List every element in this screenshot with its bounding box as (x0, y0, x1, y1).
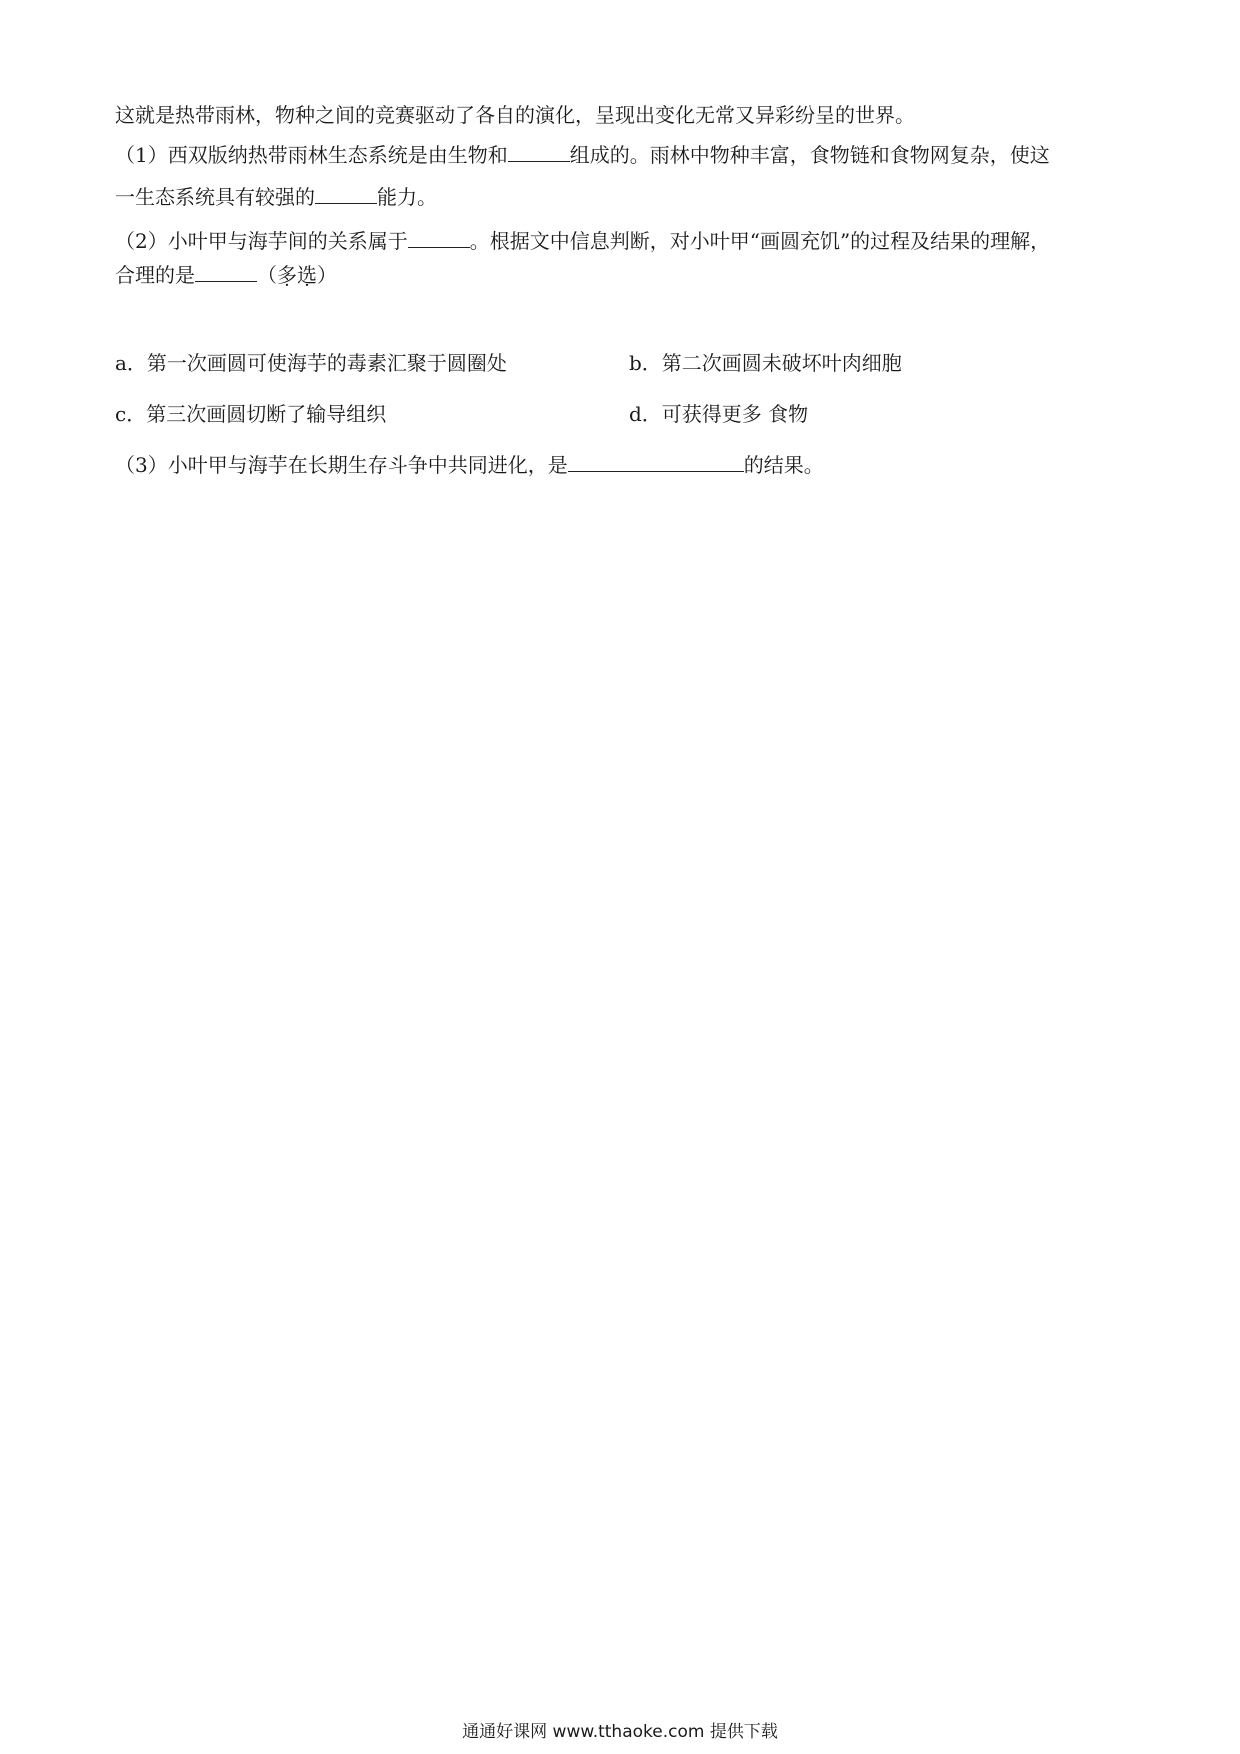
intro-line: 这就是热带雨林，物种之间的竞赛驱动了各自的演化，呈现出变化无常又异彩纷呈的世界。 (115, 103, 915, 127)
page-footer: 通通好课网 www.tthaoke.com 提供下载 (462, 1722, 778, 1742)
q1-text-d: 能力。 (377, 185, 437, 209)
option-d[interactable]: d．可获得更多 食物 (629, 402, 809, 426)
q2-text-a: （2）小叶甲与海芋间的关系属于 (115, 229, 408, 253)
q1-blank-2[interactable] (315, 183, 377, 204)
q1-text-c: 一生态系统具有较强的 (115, 185, 315, 209)
emphasis-dot-char-2: 选 (297, 263, 317, 287)
question-2-line-2 (115, 261, 1135, 289)
q1-text-b: 组成的。雨林中物种丰富，食物链和食物网复杂，使这 (569, 143, 1050, 167)
q2-text-c: 合理的是 (115, 263, 195, 287)
q3-text-b: 的结果。 (743, 453, 824, 477)
q3-text-a: （3）小叶甲与海芋在长期生存斗争中共同进化，是 (115, 453, 568, 477)
q2-paren-close: ） (317, 263, 337, 287)
q2-paren-open: （ (257, 263, 277, 287)
q2-text-b: 。根据文中信息判断，对小叶甲“画圆充饥”的过程及结果的理解， (469, 229, 1051, 253)
question-3-line (115, 451, 1135, 479)
q2-blank-2[interactable] (195, 261, 257, 282)
q2-blank-1[interactable] (408, 227, 470, 248)
q3-blank[interactable] (568, 451, 744, 472)
q1-blank-1[interactable] (508, 141, 570, 162)
question-1-line-1 (115, 141, 1135, 169)
question-2-line-1 (115, 227, 1135, 255)
q1-text-a: （1）西双版纳热带雨林生态系统是由生物和 (115, 143, 508, 167)
option-c[interactable]: c．第三次画圆切断了输导组织 (115, 402, 387, 426)
option-b[interactable]: b．第二次画圆未破坏叶肉细胞 (629, 351, 902, 375)
emphasis-dot-char-1: 多 (277, 263, 297, 287)
question-1-line-2 (115, 183, 1135, 211)
option-a[interactable]: a．第一次画圆可使海芋的毒素汇聚于圆圈处 (115, 351, 507, 375)
